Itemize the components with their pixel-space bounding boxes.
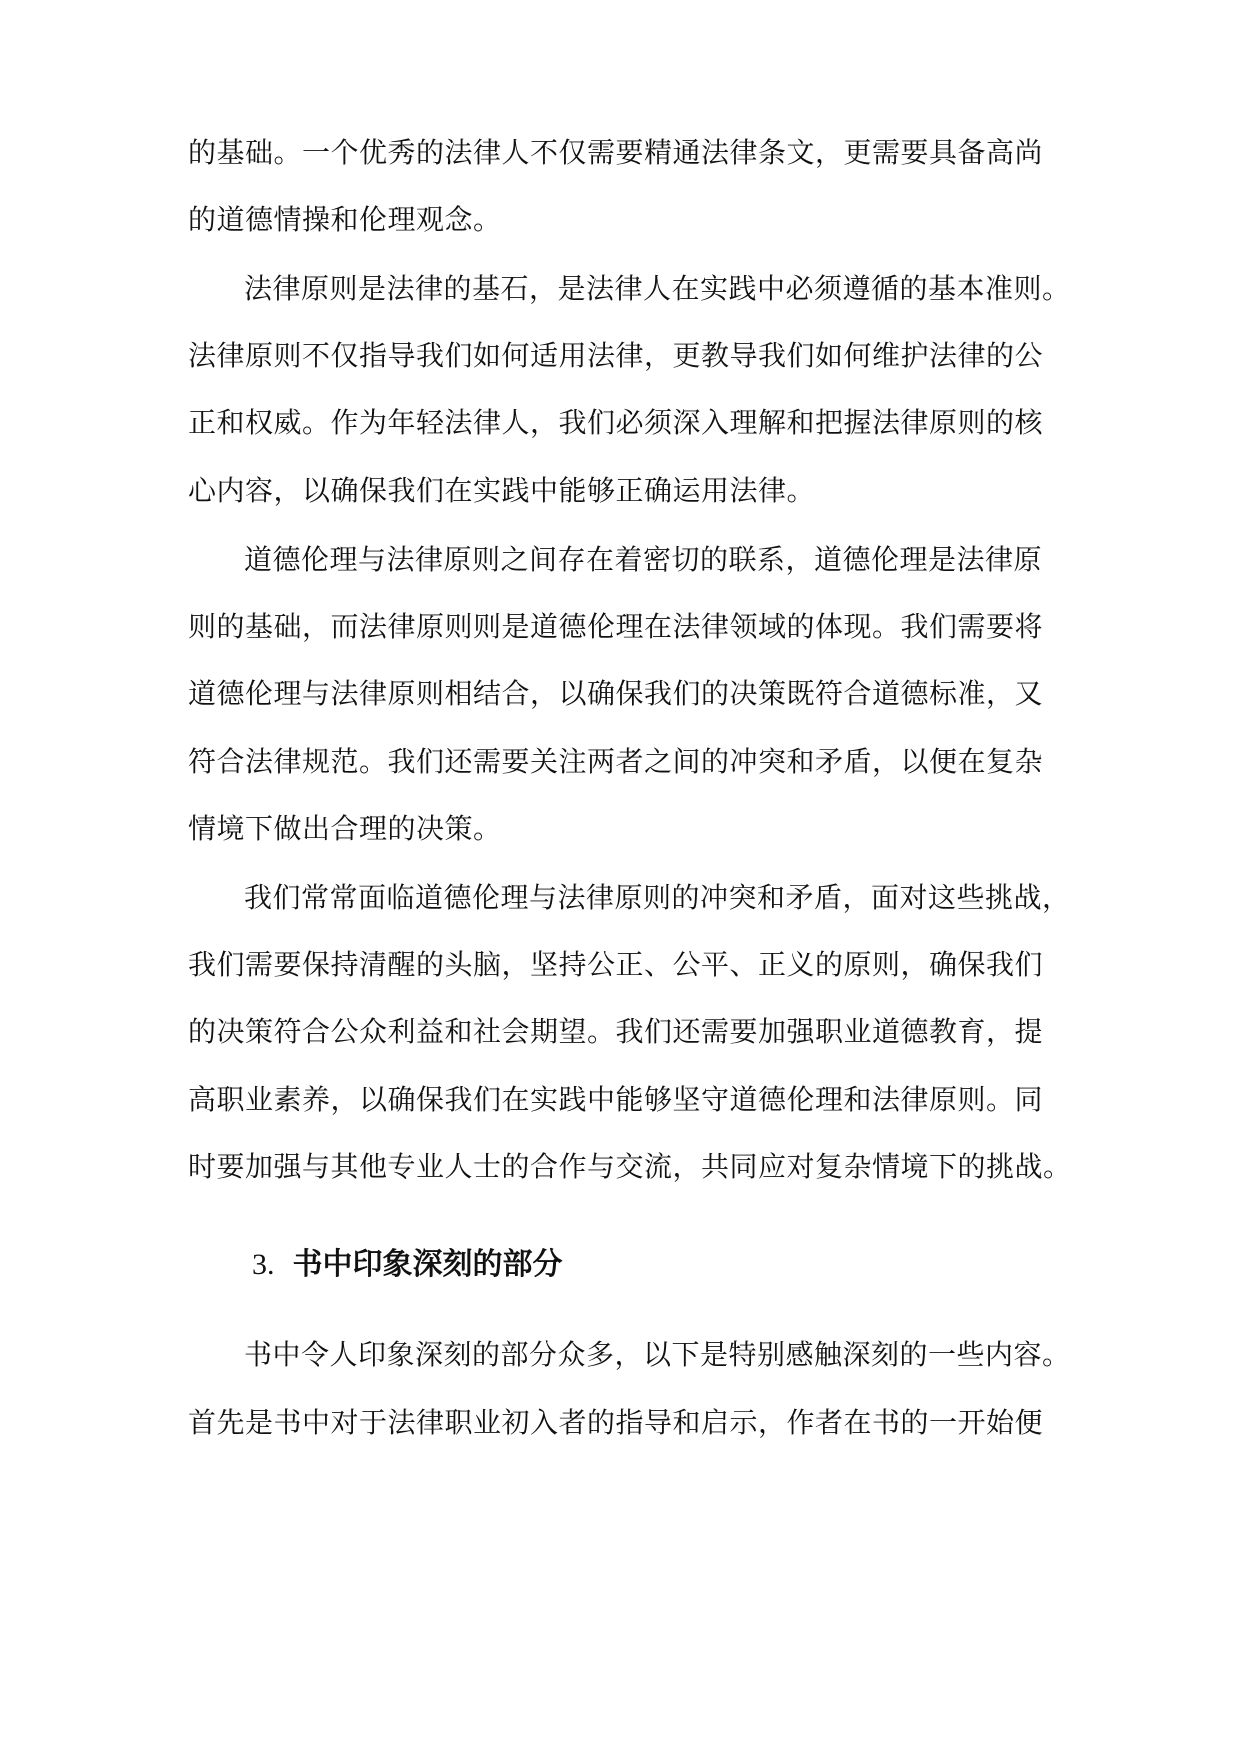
section-heading (252, 1245, 563, 1285)
paragraph-line: 道德伦理与法律原则相结合，以确保我们的决策既符合道德标准，又 (188, 677, 1044, 710)
paragraph-line: 情境下做出合理的决策。 (188, 812, 502, 845)
paragraph-line: 正和权威。作为年轻法律人，我们必须深入理解和把握法律原则的核 (188, 406, 1044, 439)
paragraph-line: 道德伦理与法律原则之间存在着密切的联系，道德伦理是法律原 (244, 543, 1043, 576)
paragraph-line: 首先是书中对于法律职业初入者的指导和启示，作者在书的一开始便 (188, 1406, 1044, 1439)
paragraph-line: 书中令人印象深刻的部分众多，以下是特别感触深刻的一些内容。 (244, 1338, 1071, 1371)
paragraph-line: 法律原则是法律的基石，是法律人在实践中必须遵循的基本准则。 (244, 272, 1071, 305)
paragraph-line: 法律原则不仅指导我们如何适用法律，更教导我们如何维护法律的公 (188, 339, 1044, 372)
paragraph-line: 我们需要保持清醒的头脑，坚持公正、公平、正义的原则，确保我们 (188, 948, 1044, 981)
section-number: 3. (252, 1248, 275, 1281)
paragraph-line: 时要加强与其他专业人士的合作与交流，共同应对复杂情境下的挑战。 (188, 1150, 1072, 1183)
paragraph-line: 的决策符合公众利益和社会期望。我们还需要加强职业道德教育，提 (188, 1015, 1044, 1048)
paragraph-line: 心内容，以确保我们在实践中能够正确运用法律。 (188, 474, 816, 507)
paragraph-line: 的基础。一个优秀的法律人不仅需要精通法律条文，更需要具备高尚 (188, 136, 1044, 169)
paragraph-line: 我们常常面临道德伦理与法律原则的冲突和矛盾，面对这些挑战， (244, 881, 1071, 914)
paragraph-line: 符合法律规范。我们还需要关注两者之间的冲突和矛盾，以便在复杂 (188, 745, 1044, 778)
paragraph-line: 高职业素养，以确保我们在实践中能够坚守道德伦理和法律原则。同 (188, 1083, 1044, 1116)
section-title: 书中印象深刻的部分 (292, 1247, 563, 1282)
paragraph-line: 的道德情操和伦理观念。 (188, 203, 502, 236)
paragraph-line: 则的基础，而法律原则则是道德伦理在法律领域的体现。我们需要将 (188, 610, 1044, 643)
